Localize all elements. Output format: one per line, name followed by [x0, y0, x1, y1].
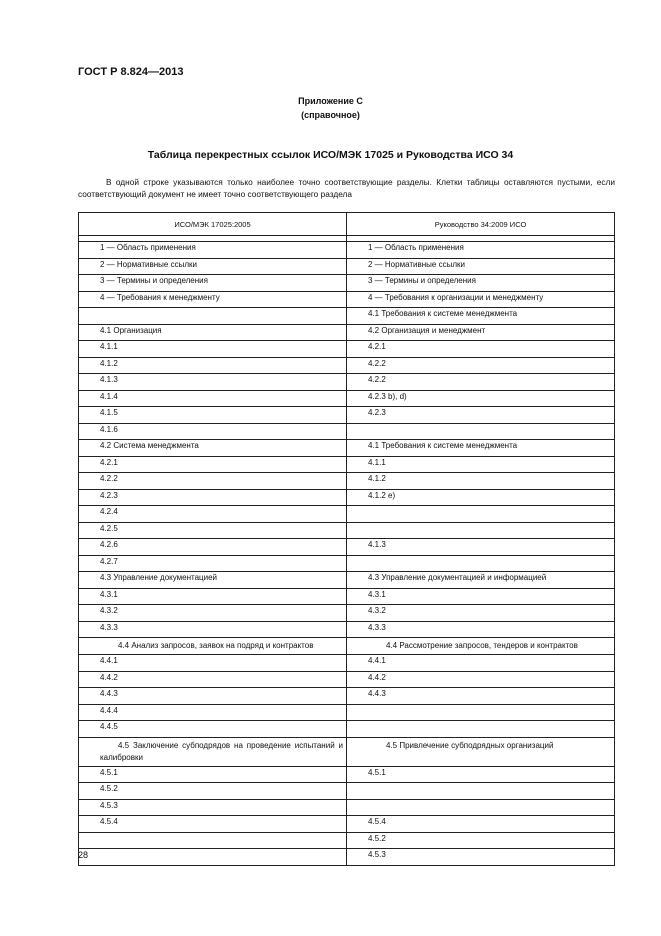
- table-row: [79, 721, 615, 738]
- cell-iso-guide-34: [347, 456, 615, 473]
- cell-iso-guide-34: [347, 489, 615, 506]
- cell-iso-guide-34: [347, 555, 615, 572]
- cell-iso-iec-17025: [79, 242, 347, 259]
- cell-iso-guide-34: [347, 572, 615, 589]
- cell-text: 4.5.1: [100, 767, 118, 777]
- table-row: [79, 341, 615, 358]
- cell-text: 4.1.4: [100, 391, 118, 401]
- cell-iso-iec-17025: [79, 783, 347, 800]
- cell-iso-iec-17025: [79, 473, 347, 490]
- cell-iso-guide-34: [347, 671, 615, 688]
- cell-text: 4.3.3: [368, 622, 386, 632]
- table-row: [79, 688, 615, 705]
- cell-iso-iec-17025: [79, 291, 347, 308]
- cell-iso-iec-17025: [79, 572, 347, 589]
- cell-text: 3 — Термины и определения: [368, 276, 476, 285]
- cell-iso-guide-34: [347, 539, 615, 556]
- cell-text: 4.1.2: [100, 358, 118, 368]
- table-row: [79, 473, 615, 490]
- cell-iso-guide-34: [347, 291, 615, 308]
- cell-iso-iec-17025: [79, 655, 347, 672]
- cell-text: 4.3.2: [100, 606, 118, 615]
- cell-text: 4.2.1: [368, 342, 386, 351]
- cell-text: 4.2.2: [100, 474, 118, 483]
- cell-iso-iec-17025: [79, 638, 347, 655]
- table-row: [79, 704, 615, 721]
- cell-text: 4.1.1: [368, 457, 386, 467]
- cell-iso-iec-17025: [79, 357, 347, 374]
- table-row: [79, 324, 615, 341]
- cell-text: 4.1.3: [368, 540, 386, 549]
- cell-text: 4 — Требования к менеджменту: [100, 292, 220, 302]
- table-row: [79, 506, 615, 523]
- cell-text: 4.5.1: [368, 767, 386, 777]
- cell-iso-guide-34: [347, 522, 615, 539]
- cell-iso-guide-34: [347, 816, 615, 833]
- cell-text: 4.4.2: [368, 672, 386, 682]
- header-iso-guide-34: Руководство 34:2009 ИСО: [347, 213, 615, 236]
- cell-text: 4.4.2: [100, 672, 118, 682]
- cell-text: 2 — Нормативные ссылки: [100, 259, 197, 269]
- cell-iso-guide-34: [347, 799, 615, 816]
- cell-text: 1 — Область применения: [100, 243, 196, 252]
- cell-text: 4.4.1: [368, 656, 386, 665]
- cell-iso-iec-17025: [79, 308, 347, 325]
- table-row: [79, 832, 615, 849]
- cell-iso-guide-34: [347, 473, 615, 490]
- table-row: [79, 816, 615, 833]
- cell-text: 4.4.1: [100, 656, 118, 665]
- cell-iso-guide-34: [347, 407, 615, 424]
- table-row: [79, 308, 615, 325]
- cell-text: 4.2.7: [100, 556, 118, 566]
- table-title: Таблица перекрестных ссылок ИСО/МЭК 17025 и Руководства ИСО 34: [147, 149, 514, 161]
- table-row: [79, 621, 615, 638]
- cell-iso-guide-34: [347, 783, 615, 800]
- appendix-heading: [0, 94, 661, 122]
- cell-text: 4.1 Требования к системе менеджмента: [368, 441, 518, 450]
- cell-text: 4.1.5: [100, 408, 118, 417]
- table-row: [79, 374, 615, 391]
- cell-iso-guide-34: [347, 423, 615, 440]
- table-row: [79, 849, 615, 866]
- cell-text: 4.3.3: [100, 622, 118, 632]
- cell-text: 4.3.1: [368, 589, 386, 599]
- cell-iso-iec-17025: [79, 555, 347, 572]
- cell-text: 4.1 Организация: [100, 325, 162, 335]
- cell-text: 4.2.2: [368, 358, 386, 368]
- cell-text: 4.2.3: [100, 490, 118, 500]
- cell-iso-iec-17025: [79, 766, 347, 783]
- cell-text: 4.5.3: [100, 800, 118, 810]
- cell-iso-guide-34: [347, 374, 615, 391]
- cell-iso-guide-34: [347, 721, 615, 738]
- cell-iso-iec-17025: [79, 324, 347, 341]
- cell-text: 4.5.4: [100, 817, 118, 826]
- table-row: [79, 407, 615, 424]
- cell-iso-iec-17025: [79, 506, 347, 523]
- cell-iso-iec-17025: [79, 832, 347, 849]
- cell-iso-guide-34: [347, 588, 615, 605]
- cell-iso-guide-34: [347, 832, 615, 849]
- cell-iso-iec-17025: [79, 275, 347, 292]
- cell-text: 4.5.2: [100, 784, 118, 793]
- cell-text: 4.2 Организация и менеджмент: [368, 325, 486, 335]
- cell-iso-guide-34: [347, 506, 615, 523]
- cell-iso-guide-34: [347, 440, 615, 457]
- cell-text: 4.2.6: [100, 540, 118, 549]
- table-row: [79, 390, 615, 407]
- cell-iso-iec-17025: [79, 440, 347, 457]
- cell-iso-guide-34: [347, 308, 615, 325]
- cell-text: 4 — Требования к организации и менеджменту: [368, 292, 544, 302]
- cell-iso-guide-34: [347, 621, 615, 638]
- cell-iso-iec-17025: [79, 539, 347, 556]
- cell-iso-guide-34: [347, 655, 615, 672]
- cell-text: 4.4.5: [100, 722, 118, 731]
- cell-text: 4.4 Анализ запросов, заявок на подряд и контрактов: [118, 641, 314, 650]
- table-row: [79, 655, 615, 672]
- cell-iso-iec-17025: [79, 799, 347, 816]
- cell-iso-iec-17025: [79, 390, 347, 407]
- cell-iso-iec-17025: [79, 341, 347, 358]
- table-row: [79, 539, 615, 556]
- table-row: [79, 275, 615, 292]
- cell-iso-guide-34: [347, 258, 615, 275]
- cell-iso-guide-34: [347, 357, 615, 374]
- cell-text: 4.2.3 b), d): [368, 391, 407, 401]
- cell-text: 4.3.1: [100, 589, 118, 599]
- cell-text: 4.5.4: [368, 817, 386, 826]
- cell-text: 4.2.4: [100, 507, 118, 516]
- table-row: [79, 605, 615, 622]
- cell-iso-iec-17025: [79, 407, 347, 424]
- table-row: [79, 357, 615, 374]
- cell-iso-iec-17025: [79, 621, 347, 638]
- cell-text: 4.2.3: [368, 408, 386, 417]
- cell-iso-guide-34: [347, 242, 615, 259]
- page-number: 28: [78, 850, 89, 860]
- cell-text: 4.4.4: [100, 705, 118, 715]
- cell-text: 4.5 Заключение субподрядов на проведение испытаний и калибровки: [100, 740, 343, 762]
- cell-text: 4.4 Рассмотрение запросов, тендеров и контрактов: [386, 641, 578, 650]
- table-row: [79, 522, 615, 539]
- cell-iso-iec-17025: [79, 721, 347, 738]
- cell-text: 4.5.2: [368, 833, 386, 843]
- cell-text: 4.4.3: [368, 689, 386, 698]
- table-row: [79, 456, 615, 473]
- cell-iso-iec-17025: [79, 704, 347, 721]
- cell-iso-guide-34: [347, 638, 615, 655]
- table-header-row: [79, 213, 615, 236]
- cell-iso-guide-34: [347, 766, 615, 783]
- cell-text: 4.1 Требования к системе менеджмента: [368, 309, 518, 318]
- table-row: [79, 242, 615, 259]
- cell-iso-iec-17025: [79, 688, 347, 705]
- cell-text: 4.1.2: [368, 474, 386, 483]
- table-row: [79, 799, 615, 816]
- cell-text: 4.2.1: [100, 457, 118, 467]
- cell-iso-iec-17025: [79, 588, 347, 605]
- cell-iso-iec-17025: [79, 258, 347, 275]
- cell-text: 2 — Нормативные ссылки: [368, 259, 465, 269]
- cell-text: 1 — Область применения: [368, 243, 464, 252]
- cell-text: 4.1.3: [100, 375, 118, 384]
- cell-iso-iec-17025: [79, 374, 347, 391]
- cell-text: 4.5 Привлечение субподрядных организаций: [386, 740, 554, 750]
- appendix-type: (справочное): [301, 110, 360, 120]
- header-iso-iec-17025: ИСО/МЭК 17025:2005: [79, 213, 347, 236]
- cell-text: 4.2.5: [100, 523, 118, 533]
- cell-iso-guide-34: [347, 688, 615, 705]
- cell-text: 4.3.2: [368, 606, 386, 615]
- cell-text: 4.1.1: [100, 342, 118, 351]
- table-row: [79, 638, 615, 655]
- cell-text: 4.1.2 e): [368, 490, 396, 500]
- table-row: [79, 423, 615, 440]
- cross-reference-table: [78, 212, 615, 866]
- cell-iso-iec-17025: [79, 737, 347, 766]
- table-row: [79, 258, 615, 275]
- cell-iso-iec-17025: [79, 456, 347, 473]
- cell-iso-guide-34: [347, 849, 615, 866]
- cell-iso-guide-34: [347, 341, 615, 358]
- table-body: [79, 236, 615, 866]
- cell-iso-iec-17025: [79, 849, 347, 866]
- cell-iso-iec-17025: [79, 816, 347, 833]
- table-row: [79, 489, 615, 506]
- cell-iso-guide-34: [347, 275, 615, 292]
- cell-text: 4.4.3: [100, 689, 118, 698]
- cell-iso-iec-17025: [79, 423, 347, 440]
- document-code: ГОСТ Р 8.824—2013: [78, 66, 184, 78]
- table-row: [79, 671, 615, 688]
- cell-text: 4.2.2: [368, 375, 386, 384]
- table-row: [79, 737, 615, 766]
- table-row: [79, 588, 615, 605]
- cell-iso-guide-34: [347, 737, 615, 766]
- intro-paragraph: В одной строке указываются только наиболее точно соответствующие разделы. Клетки таблицы оставляются пустыми, если соответствующий документ не имеет точно соответствующего раздела: [78, 177, 615, 199]
- cell-iso-guide-34: [347, 390, 615, 407]
- table-row: [79, 766, 615, 783]
- cell-text: 4.3 Управление документацией и информацией: [368, 573, 547, 582]
- table-row: [79, 440, 615, 457]
- table-row: [79, 572, 615, 589]
- cell-text: 4.5.3: [368, 850, 386, 859]
- cell-text: 3 — Термины и определения: [100, 276, 208, 285]
- table-row: [79, 555, 615, 572]
- cell-iso-guide-34: [347, 324, 615, 341]
- cell-iso-iec-17025: [79, 489, 347, 506]
- cell-iso-iec-17025: [79, 522, 347, 539]
- appendix-label: Приложение С: [298, 96, 363, 106]
- cell-iso-iec-17025: [79, 605, 347, 622]
- table-row: [79, 291, 615, 308]
- cell-iso-guide-34: [347, 704, 615, 721]
- table-row: [79, 783, 615, 800]
- cell-text: 4.3 Управление документацией: [100, 573, 218, 582]
- cell-text: 4.2 Система менеджмента: [100, 441, 199, 450]
- cell-text: 4.1.6: [100, 424, 118, 434]
- cell-iso-guide-34: [347, 605, 615, 622]
- cell-iso-iec-17025: [79, 671, 347, 688]
